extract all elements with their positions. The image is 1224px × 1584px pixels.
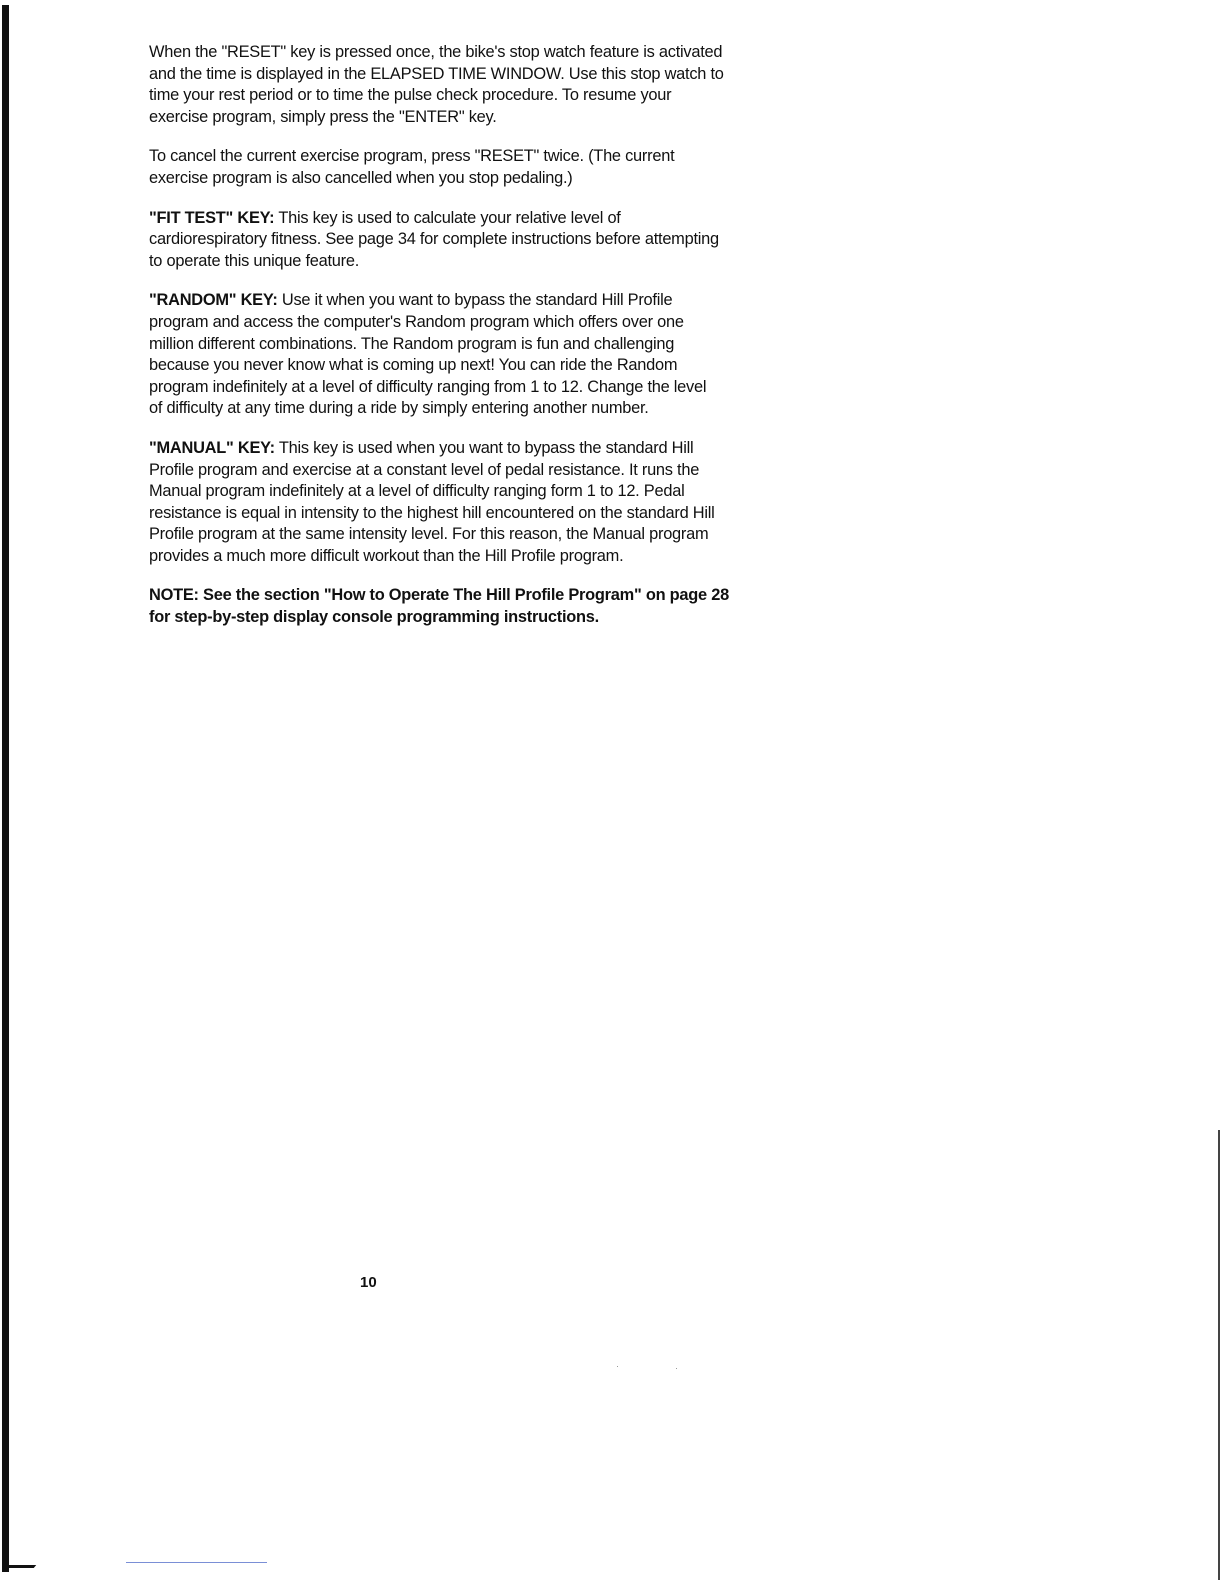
paragraph-fit-test-key: [149, 208, 789, 273]
paragraph-text: This key is used to calculate your relative level of cardiorespiratory fitness. See page 34 for complete instructions before attempting to operate this unique feature.: [149, 208, 719, 270]
footnote-rule: [126, 1562, 267, 1563]
paragraph-manual-key: [149, 438, 789, 568]
paragraph-random-key: [149, 290, 789, 420]
paragraph-text: To cancel the current exercise program, press "RESET" twice. (The current exercise program is also cancelled when you stop pedaling.): [149, 147, 675, 187]
paragraph-text: Use it when you want to bypass the standard Hill Profile program and access the computer's Random program which offers over one million different combinations. The Random program is fun and challenging because you never know what is coming up next! You can ride the Random program indefinitely at a level of difficulty ranging from 1 to 12. Change the level of difficulty at any time during a ride by simply entering another number.: [149, 291, 707, 418]
note-paragraph: NOTE: See the section "How to Operate The Hill Profile Program" on page 28 for step-by-step display console programming instructions.: [149, 586, 729, 627]
scan-speck: [676, 1368, 677, 1369]
page-body: [149, 42, 789, 647]
paragraph-cancel-program: [149, 146, 789, 189]
paragraph-text: This key is used when you want to bypass the standard Hill Profile program and exercise at a constant level of pedal resistance. It runs the Manual program indefinitely at a level of difficulty ranging form 1 to 12. Pedal resistance is equal in intensity to the highest hill encountered on the standard Hill Profile program at the same intensity level. For this reason, the Manual program provides a much more difficult workout than the Hill Profile program.: [149, 438, 715, 565]
manual-key-heading: "MANUAL" KEY:: [149, 438, 275, 457]
scan-right-edge: [1218, 1130, 1220, 1580]
paragraph-reset-stopwatch: [149, 42, 789, 128]
paragraph-text: When the "RESET" key is pressed once, the bike's stop watch feature is activated and the time is displayed in the ELAPSED TIME WINDOW. Use this stop watch to time your rest period or to time the pulse check procedure. To resume your exercise program, simply press the "ENTER" key.: [149, 43, 724, 126]
page-number: 10: [360, 1274, 377, 1291]
fit-test-key-heading: "FIT TEST" KEY:: [149, 208, 275, 227]
scan-speck: [617, 1366, 618, 1367]
scan-left-edge-foot: [6, 1565, 37, 1568]
scan-left-edge: [2, 5, 9, 1572]
random-key-heading: "RANDOM" KEY:: [149, 291, 278, 310]
